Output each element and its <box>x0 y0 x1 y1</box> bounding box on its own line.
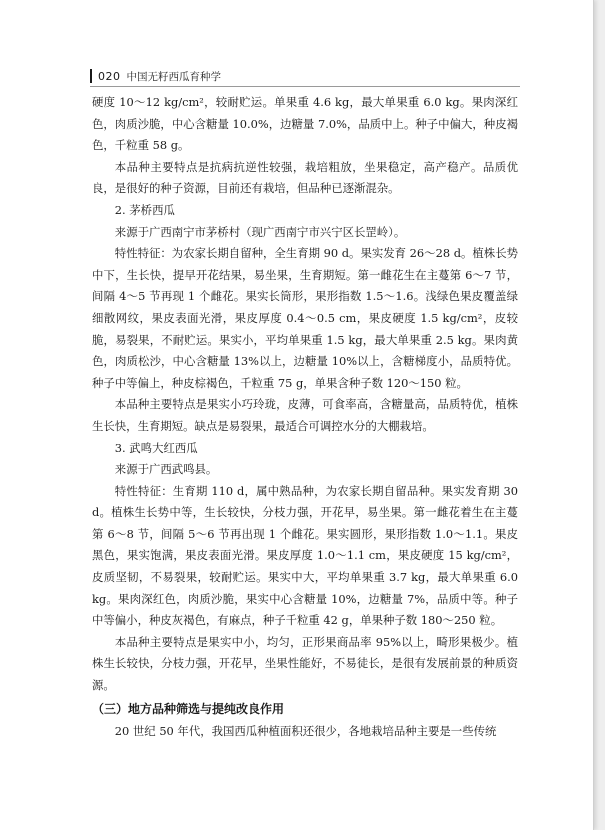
paragraph: 20 世纪 50 年代，我国西瓜种植面积还很少，各地栽培品种主要是一些传统 <box>114 724 497 739</box>
paragraph: 本品种主要特点是果实中小，均匀，正形果商品率 95%以上，畸形果极少。植株生长较快，分枝力强，开花早，坐果性能好，不易徒长，是很有发展前景的种质资源。 <box>92 634 518 693</box>
variety-heading: 2. 茅桥西瓜 <box>114 202 175 217</box>
paragraph: 硬度 10～12 kg/cm²，较耐贮运。单果重 4.6 kg，最大单果重 6.0 kg。果肉深红色，肉质沙脆，中心含糖量 10.0%，边糖量 7.0%，品质中上。种子中偏大，种皮褐色，千粒重 58 g。 <box>92 95 518 153</box>
header-rule <box>90 86 520 87</box>
book-title: 中国无籽西瓜育种学 <box>126 70 221 83</box>
paragraph: 本品种主要特点是果实小巧玲珑，皮薄，可食率高，含糖量高，品质特优，植株生长快，生育期短。缺点是易裂果，最适合可调控水分的大棚栽培。 <box>92 397 518 433</box>
paragraph: 特性特征：生育期 110 d，属中熟品种，为农家长期自留品种。果实发育期 30 d。植株生长势中等，生长较快，分枝力强，开花早，易坐果。第一雌花着生在主蔓第 6～8 节，间隔 5～6 节再出现 1 个雌花。果实圆形，果形指数 1.0～1.1。果皮黑色，果实饱满，果皮表面光滑。果皮厚度 1.0～1.1 cm，果皮硬度 15 kg/cm²，皮质坚韧，不易裂果，较耐贮运。果实中大，平均单果重 3.7 kg，最大单果重 6.0 kg。果肉深红色，肉质沙脆，果实中心含糖量 10%，边糖量 7%，品质中等。种子中等偏小，种皮灰褐色，有麻点，种子千粒重 42 g，单果种子数 180～250 粒。 <box>92 483 518 628</box>
paragraph: 特性特征：为农家长期自留种，全生育期 90 d。果实发育 26～28 d。植株长势中下，生长快，提早开花结果，易坐果，生育期短。第一雌花生在主蔓第 6～7 节，间隔 4～5 节再现 1 个雌花。果实长筒形，果形指数 1.5～1.6。浅绿色果皮覆盖绿细散网纹，果皮表面光滑，果皮厚度 0.4～0.5 cm，果皮硬度 1.5 kg/cm²，皮较脆，易裂果，不耐贮运。果实小，平均单果重 1.5 kg，最大单果重 2.5 kg。果肉黄色，肉质松沙，中心含糖量 13%以上，边糖量 10%以上，含糖梯度小，品质特优。种子中等偏上，种皮棕褐色，千粒重 75 g，单果含种子数 120～150 粒。 <box>92 246 518 390</box>
page-number: 020 <box>98 69 121 83</box>
paragraph: 本品种主要特点是抗病抗逆性较强，栽培粗放，坐果稳定，高产稳产。品质优良，是很好的种子资源，目前还有栽培，但品种已逐渐混杂。 <box>92 159 518 196</box>
variety-heading: 3. 武鸣大红西瓜 <box>114 440 198 455</box>
paragraph: 来源于广西南宁市茅桥村（现广西南宁市兴宁区长罡岭）。 <box>114 224 406 239</box>
section-heading: （三）地方品种筛选与提纯改良作用 <box>92 701 285 716</box>
paragraph: 来源于广西武鸣县。 <box>114 462 218 477</box>
running-header <box>90 68 221 84</box>
header-bar <box>90 69 92 83</box>
body-text <box>92 92 518 743</box>
